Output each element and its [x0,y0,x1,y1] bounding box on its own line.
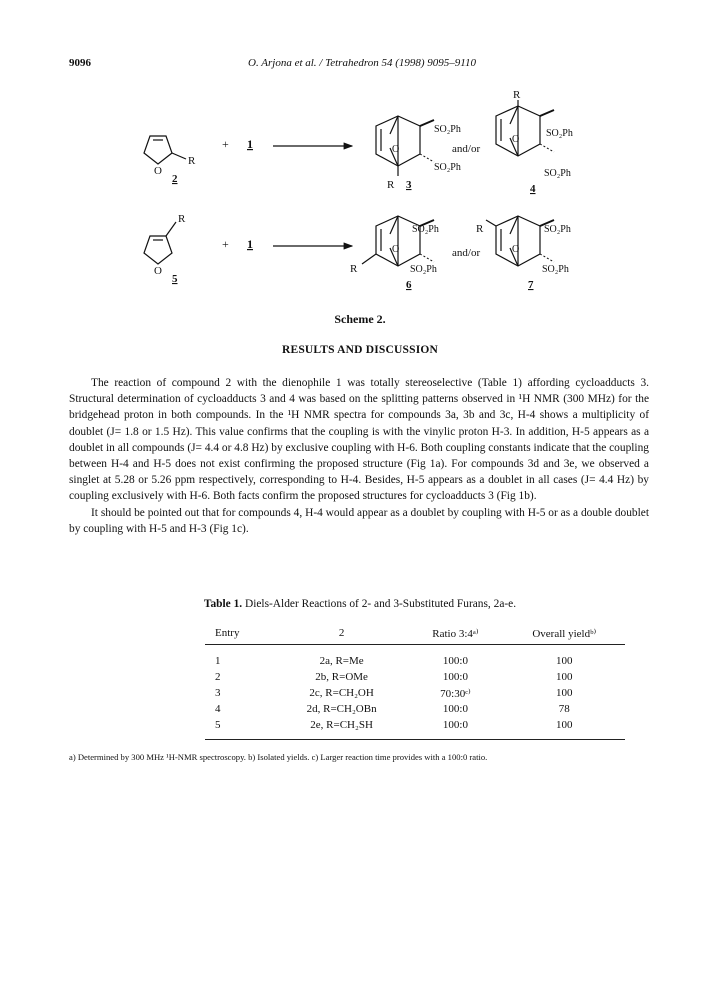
adduct-6-r-label: R [350,263,358,275]
plus-sign: + [222,137,229,151]
header-yield: Overall yieldᵇ⁾ [504,622,625,645]
sulfonyl-label-4a: SO₂Ph [546,128,573,139]
plus-sign-2: + [222,237,229,251]
scheme-drawing [100,89,640,326]
compound-4-label: 4 [530,183,536,195]
compound-6-label: 6 [406,279,412,291]
furan-oxygen-label: O [154,165,162,177]
header-ratio: Ratio 3:4ᵃ⁾ [407,622,503,645]
bridge-oxygen-3: O [392,144,400,155]
paragraph-2: It should be pointed out that for compounds 4, H-4 would appear as a doublet by coupling with H-5 or as a double doublet by coupling with H-5 and H-3 (Fig 1c). [69,506,649,535]
furan-2-r-label: R [188,155,196,167]
and-or-1: and/or [452,143,481,155]
sulfonyl-label-7a: SO₂Ph [544,224,571,235]
compound-7-label: 7 [528,279,534,291]
furan-5-r-label: R [178,213,186,225]
bridge-oxygen-6: O [392,244,400,255]
page-number: 9096 [69,57,91,69]
furan-5-oxygen-label: O [154,265,162,277]
reaction-scheme [100,89,640,326]
compound-3-label: 3 [406,179,412,191]
sulfonyl-label-3a: SO₂Ph [434,124,461,135]
sulfonyl-label-3b: SO₂Ph [434,162,461,173]
table-row: 2 2b, R=OMe 100:0 100 [215,671,573,683]
paragraph-1: The reaction of compound 2 with the dienophile 1 was totally stereoselective (Table 1) affording cycloadducts 3. Structural determination of cycloadducts 3 and 4 was based on the splitting patterns observed in ¹H NMR (300 MHz) for the bridgehead proton in both compounds. In the ¹H NMR spectra for compounds 3a, 3b and 3c, H-4 shows a multiplicity of doublet (J= 1.8 or 1.5 Hz). This value confirms that the coupling is with the vinylic proton H-3. In addition, H-5 appears as a doublet in all compounds (J= 4.4 or 4.8 Hz) by exclusive coupling with H-6. Both coupling constants indicate that the coupling between H-4 and H-5 does not exist confirming the proposed structure (Fig 1a). For compounds 3d and 3e, we observed a singlet at 5.28 or 5.26 ppm respectively, corresponding to H-4. Besides, H-5 appears as a doublet in all cases (J= 4.4 Hz) by coupling exclusively with H-6. Both facts confirm the proposed structures for cycloadducts 3 (Fig 1b). [69,377,649,503]
table-row: 5 2e, R=CH₂SH 100:0 100 [205,717,625,740]
sulfonyl-label-4b: SO₂Ph [544,168,571,179]
compound-2-label: 2 [172,173,178,185]
header-entry: Entry [205,622,276,645]
table-footnote: a) Determined by 300 MHz ¹H-NMR spectroscopy. b) Isolated yields. c) Larger reaction time provides with a 100:0 ratio. [69,752,488,762]
sulfonyl-label-6b: SO₂Ph [410,264,437,275]
running-head: O. Arjona et al. / Tetrahedron 54 (1998) 9095–9110 [248,57,476,69]
adduct-3-r-label: R [387,179,395,191]
furan-5-structure [144,222,176,264]
table-label: Table 1. [203,598,243,610]
cycloadduct-4-structure [496,106,540,156]
table-title [0,598,720,610]
sulfonyl-label-6a: SO₂Ph [412,224,439,235]
results-table [205,622,625,740]
adduct-7-r-label: R [476,223,484,235]
reagent-1-label: 1 [247,137,253,151]
and-or-2: and/or [452,247,481,259]
table-row: 3 2c, R=CH₂OH 70:30ᶜ⁾ 100 [215,687,573,700]
table-caption: Diels-Alder Reactions of 2- and 3-Substituted Furans, 2a-e. [242,598,517,610]
compound-5-label: 5 [172,273,178,285]
reagent-1-label-2: 1 [247,237,253,251]
header-compound: 2 [276,622,408,645]
bridge-oxygen-4: O [512,134,520,145]
table-row: 1 2a, R=Me 100:0 100 [215,655,573,667]
bridge-oxygen-7: O [512,244,520,255]
table-row: 4 2d, R=CH₂OBn 100:0 78 [215,703,570,715]
cycloadduct-3-structure [376,116,420,166]
page-header [69,57,655,73]
cycloadduct-7-structure [496,216,540,266]
furan-2-structure [144,136,186,164]
scheme-caption: Scheme 2. [334,312,386,326]
sulfonyl-label-7b: SO₂Ph [542,264,569,275]
adduct-4-r-label: R [513,89,521,101]
section-title: RESULTS AND DISCUSSION [281,344,439,356]
body-text [69,375,649,537]
